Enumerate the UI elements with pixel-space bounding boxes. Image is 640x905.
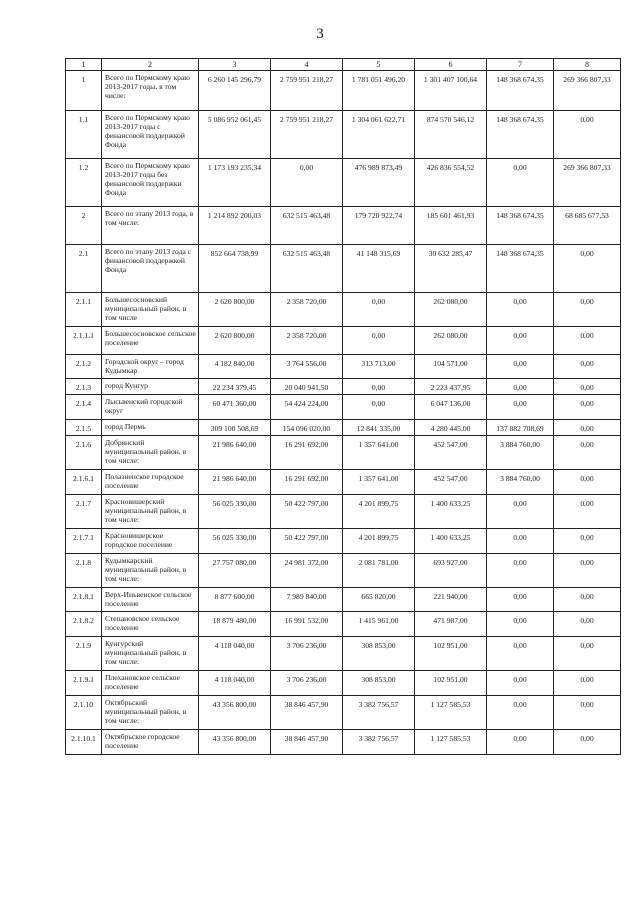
value-cell: 0,00 bbox=[554, 612, 621, 637]
value-cell: 0,00 bbox=[487, 612, 554, 637]
row-name: Всего по этапу 2013 года с финансовой поддержкой Фонда bbox=[102, 245, 199, 293]
table-row bbox=[66, 355, 621, 379]
row-number: 2.1.3 bbox=[66, 379, 102, 395]
row-number: 2 bbox=[66, 207, 102, 245]
table-row bbox=[66, 696, 621, 730]
table-row bbox=[66, 730, 621, 755]
table-row bbox=[66, 71, 621, 111]
row-name: Кудымкарский муниципальный район, в том числе: bbox=[102, 554, 199, 588]
value-cell: 1 781 051 496,20 bbox=[343, 71, 415, 111]
value-cell: 0,00 bbox=[343, 379, 415, 395]
value-cell: 0,00 bbox=[487, 588, 554, 612]
row-name: Верх-Иньвенское сельское поселение bbox=[102, 588, 199, 612]
row-name: Всего по Пермскому краю 2013-2017 годы, в том числе: bbox=[102, 71, 199, 111]
value-cell: 20 040 941,50 bbox=[271, 379, 343, 395]
value-cell: 50 422 797,00 bbox=[271, 529, 343, 554]
value-cell: 476 989 873,49 bbox=[343, 159, 415, 207]
value-cell: 3 706 236,00 bbox=[271, 671, 343, 696]
row-name: Всего по Пермскому краю 2013-2017 годы с финансовой поддержкой Фонда bbox=[102, 111, 199, 159]
table-header-row bbox=[66, 59, 621, 71]
value-cell: 632 515 463,48 bbox=[271, 245, 343, 293]
value-cell: 221 940,00 bbox=[415, 588, 487, 612]
value-cell: 0,00 bbox=[554, 529, 621, 554]
table-row bbox=[66, 395, 621, 420]
value-cell: 269 366 807,33 bbox=[554, 159, 621, 207]
value-cell: 5 086 952 061,45 bbox=[199, 111, 271, 159]
row-name: город Пермь bbox=[102, 420, 199, 436]
table-row bbox=[66, 529, 621, 554]
value-cell: 154 096 020,00 bbox=[271, 420, 343, 436]
row-name: Полазненское городское поселение bbox=[102, 470, 199, 495]
value-cell: 12 841 335,00 bbox=[343, 420, 415, 436]
value-cell: 2 620 800,00 bbox=[199, 293, 271, 327]
value-cell: 0,00 bbox=[554, 293, 621, 327]
value-cell: 6 260 145 296,79 bbox=[199, 71, 271, 111]
row-number: 2.1.8.2 bbox=[66, 612, 102, 637]
column-header: 7 bbox=[487, 59, 554, 71]
value-cell: 2 358 720,00 bbox=[271, 327, 343, 355]
value-cell: 262 080,00 bbox=[415, 327, 487, 355]
value-cell: 16 291 692,00 bbox=[271, 436, 343, 470]
row-name: Октябрьское городское поселение bbox=[102, 730, 199, 755]
row-number: 2.1.6.1 bbox=[66, 470, 102, 495]
value-cell: 1 400 633,25 bbox=[415, 495, 487, 529]
value-cell: 22 234 379,45 bbox=[199, 379, 271, 395]
value-cell: 269 366 807,33 bbox=[554, 71, 621, 111]
value-cell: 3 884 760,00 bbox=[487, 470, 554, 495]
value-cell: 0,00 bbox=[487, 696, 554, 730]
value-cell: 30 632 285,47 bbox=[415, 245, 487, 293]
value-cell: 0,00 bbox=[554, 588, 621, 612]
value-cell: 18 879 480,00 bbox=[199, 612, 271, 637]
row-number: 2.1.8.1 bbox=[66, 588, 102, 612]
value-cell: 41 148 315,69 bbox=[343, 245, 415, 293]
table-row bbox=[66, 588, 621, 612]
value-cell: 102 951,00 bbox=[415, 671, 487, 696]
table-row bbox=[66, 470, 621, 495]
value-cell: 0,00 bbox=[554, 379, 621, 395]
value-cell: 1 400 633,25 bbox=[415, 529, 487, 554]
table-row bbox=[66, 612, 621, 637]
column-header: 4 bbox=[271, 59, 343, 71]
row-name: город Кунгур bbox=[102, 379, 199, 395]
value-cell: 693 927,00 bbox=[415, 554, 487, 588]
row-number: 2.1.10 bbox=[66, 696, 102, 730]
value-cell: 4 182 840,00 bbox=[199, 355, 271, 379]
value-cell: 56 025 330,00 bbox=[199, 495, 271, 529]
value-cell: 0,00 bbox=[554, 327, 621, 355]
row-name: Большесосновский муниципальный район, в том числе bbox=[102, 293, 199, 327]
value-cell: 874 570 546,12 bbox=[415, 111, 487, 159]
value-cell: 0,00 bbox=[343, 327, 415, 355]
value-cell: 102 951,00 bbox=[415, 637, 487, 671]
value-cell: 1 301 407 100,64 bbox=[415, 71, 487, 111]
value-cell: 0,00 bbox=[554, 420, 621, 436]
value-cell: 0,00 bbox=[554, 730, 621, 755]
value-cell: 16 291 692,00 bbox=[271, 470, 343, 495]
row-number: 2.1.1.1 bbox=[66, 327, 102, 355]
row-number: 2.1.1 bbox=[66, 293, 102, 327]
value-cell: 309 100 508,69 bbox=[199, 420, 271, 436]
table-row bbox=[66, 436, 621, 470]
table-row bbox=[66, 637, 621, 671]
value-cell: 0,00 bbox=[271, 159, 343, 207]
value-cell: 21 986 640,00 bbox=[199, 436, 271, 470]
value-cell: 262 080,00 bbox=[415, 293, 487, 327]
value-cell: 0,00 bbox=[343, 395, 415, 420]
value-cell: 4 201 899,75 bbox=[343, 529, 415, 554]
value-cell: 0,00 bbox=[554, 111, 621, 159]
value-cell: 8 877 600,00 bbox=[199, 588, 271, 612]
row-name: Лысьвенский городской округ bbox=[102, 395, 199, 420]
value-cell: 4 118 040,00 bbox=[199, 637, 271, 671]
value-cell: 7 989 840,00 bbox=[271, 588, 343, 612]
column-header: 5 bbox=[343, 59, 415, 71]
value-cell: 6 047 136,00 bbox=[415, 395, 487, 420]
budget-table bbox=[65, 58, 621, 755]
row-number: 2.1.8 bbox=[66, 554, 102, 588]
value-cell: 0,00 bbox=[487, 355, 554, 379]
table-row bbox=[66, 420, 621, 436]
row-number: 2.1.2 bbox=[66, 355, 102, 379]
row-number: 2.1.7 bbox=[66, 495, 102, 529]
row-name: Октябрьский муниципальный район, в том числе: bbox=[102, 696, 199, 730]
value-cell: 2 081 781,00 bbox=[343, 554, 415, 588]
row-name: Добрянский муниципальный район, в том числе: bbox=[102, 436, 199, 470]
value-cell: 665 820,00 bbox=[343, 588, 415, 612]
value-cell: 0,00 bbox=[487, 554, 554, 588]
row-number: 2.1 bbox=[66, 245, 102, 293]
value-cell: 1 415 961,00 bbox=[343, 612, 415, 637]
value-cell: 3 382 756,57 bbox=[343, 730, 415, 755]
value-cell: 452 547,00 bbox=[415, 436, 487, 470]
value-cell: 0,00 bbox=[487, 730, 554, 755]
column-header: 6 bbox=[415, 59, 487, 71]
table-row bbox=[66, 111, 621, 159]
table-row bbox=[66, 207, 621, 245]
value-cell: 148 368 674,35 bbox=[487, 207, 554, 245]
value-cell: 27 757 080,00 bbox=[199, 554, 271, 588]
value-cell: 4 118 040,00 bbox=[199, 671, 271, 696]
value-cell: 43 356 800,00 bbox=[199, 696, 271, 730]
value-cell: 0,00 bbox=[554, 245, 621, 293]
value-cell: 24 981 372,00 bbox=[271, 554, 343, 588]
value-cell: 68 685 677,53 bbox=[554, 207, 621, 245]
value-cell: 4 201 899,75 bbox=[343, 495, 415, 529]
value-cell: 1 357 641,00 bbox=[343, 470, 415, 495]
table-row bbox=[66, 159, 621, 207]
value-cell: 1 214 892 200,03 bbox=[199, 207, 271, 245]
value-cell: 2 358 720,00 bbox=[271, 293, 343, 327]
row-name: Красновишерский муниципальный район, в том числе: bbox=[102, 495, 199, 529]
table-row bbox=[66, 245, 621, 293]
value-cell: 2 223 437,95 bbox=[415, 379, 487, 395]
table-row bbox=[66, 379, 621, 395]
value-cell: 0,00 bbox=[554, 637, 621, 671]
value-cell: 2 620 800,00 bbox=[199, 327, 271, 355]
column-header: 8 bbox=[554, 59, 621, 71]
table-row bbox=[66, 495, 621, 529]
row-number: 1.1 bbox=[66, 111, 102, 159]
value-cell: 471 987,00 bbox=[415, 612, 487, 637]
value-cell: 426 836 554,52 bbox=[415, 159, 487, 207]
value-cell: 0,00 bbox=[554, 554, 621, 588]
row-name: Плехановское сельское поселение bbox=[102, 671, 199, 696]
value-cell: 1 127 585,53 bbox=[415, 730, 487, 755]
value-cell: 43 356 800,00 bbox=[199, 730, 271, 755]
value-cell: 0,00 bbox=[343, 293, 415, 327]
column-header: 3 bbox=[199, 59, 271, 71]
value-cell: 185 601 461,93 bbox=[415, 207, 487, 245]
table-row bbox=[66, 327, 621, 355]
value-cell: 104 571,00 bbox=[415, 355, 487, 379]
table-row bbox=[66, 554, 621, 588]
value-cell: 148 368 674,35 bbox=[487, 245, 554, 293]
value-cell: 0,00 bbox=[487, 159, 554, 207]
row-number: 2.1.7.1 bbox=[66, 529, 102, 554]
value-cell: 0,00 bbox=[487, 495, 554, 529]
table-row bbox=[66, 671, 621, 696]
value-cell: 0,00 bbox=[487, 529, 554, 554]
value-cell: 308 853,00 bbox=[343, 671, 415, 696]
row-name: Степановское сельское поселение bbox=[102, 612, 199, 637]
value-cell: 0,00 bbox=[554, 436, 621, 470]
row-name: Кунгурский муниципальный район, в том числе: bbox=[102, 637, 199, 671]
row-number: 2.1.10.1 bbox=[66, 730, 102, 755]
value-cell: 0,00 bbox=[487, 293, 554, 327]
value-cell: 0,00 bbox=[554, 395, 621, 420]
value-cell: 1 304 061 622,71 bbox=[343, 111, 415, 159]
value-cell: 1 357 641,00 bbox=[343, 436, 415, 470]
row-name: Всего по Пермскому краю 2013-2017 годы без финансовой поддержки Фонда bbox=[102, 159, 199, 207]
value-cell: 852 664 738,99 bbox=[199, 245, 271, 293]
value-cell: 0,00 bbox=[554, 470, 621, 495]
row-number: 1.2 bbox=[66, 159, 102, 207]
value-cell: 632 515 463,48 bbox=[271, 207, 343, 245]
value-cell: 0,00 bbox=[487, 637, 554, 671]
column-header: 1 bbox=[66, 59, 102, 71]
row-name: Красновишерское городское поселение bbox=[102, 529, 199, 554]
row-name: Городской округ – город Кудымкар bbox=[102, 355, 199, 379]
value-cell: 50 422 797,00 bbox=[271, 495, 343, 529]
value-cell: 56 025 330,00 bbox=[199, 529, 271, 554]
value-cell: 137 882 708,69 bbox=[487, 420, 554, 436]
value-cell: 3 884 760,00 bbox=[487, 436, 554, 470]
row-name: Большесосновское сельское поселение bbox=[102, 327, 199, 355]
value-cell: 308 853,00 bbox=[343, 637, 415, 671]
row-number: 2.1.9 bbox=[66, 637, 102, 671]
value-cell: 4 280 445,00 bbox=[415, 420, 487, 436]
row-number: 2.1.6 bbox=[66, 436, 102, 470]
value-cell: 0,00 bbox=[554, 696, 621, 730]
value-cell: 3 764 556,00 bbox=[271, 355, 343, 379]
table-row bbox=[66, 293, 621, 327]
value-cell: 148 368 674,35 bbox=[487, 111, 554, 159]
value-cell: 0,00 bbox=[487, 327, 554, 355]
value-cell: 0,00 bbox=[487, 395, 554, 420]
row-number: 2.1.5 bbox=[66, 420, 102, 436]
value-cell: 0,00 bbox=[487, 379, 554, 395]
value-cell: 1 127 585,53 bbox=[415, 696, 487, 730]
value-cell: 21 986 640,00 bbox=[199, 470, 271, 495]
value-cell: 1 173 193 235,34 bbox=[199, 159, 271, 207]
value-cell: 60 471 360,00 bbox=[199, 395, 271, 420]
row-name: Всего по этапу 2013 года, в том числе: bbox=[102, 207, 199, 245]
value-cell: 452 547,00 bbox=[415, 470, 487, 495]
value-cell: 0,00 bbox=[554, 495, 621, 529]
column-header: 2 bbox=[102, 59, 199, 71]
page-number: 3 bbox=[316, 26, 324, 42]
value-cell: 0,00 bbox=[554, 355, 621, 379]
value-cell: 2 759 951 218,27 bbox=[271, 111, 343, 159]
value-cell: 0,00 bbox=[554, 671, 621, 696]
row-number: 2.1.9.1 bbox=[66, 671, 102, 696]
value-cell: 38 846 457,90 bbox=[271, 696, 343, 730]
value-cell: 3 382 756,57 bbox=[343, 696, 415, 730]
value-cell: 179 720 922,74 bbox=[343, 207, 415, 245]
value-cell: 313 713,00 bbox=[343, 355, 415, 379]
value-cell: 3 706 236,00 bbox=[271, 637, 343, 671]
value-cell: 148 368 674,35 bbox=[487, 71, 554, 111]
value-cell: 2 759 951 218,27 bbox=[271, 71, 343, 111]
row-number: 2.1.4 bbox=[66, 395, 102, 420]
value-cell: 54 424 224,00 bbox=[271, 395, 343, 420]
value-cell: 38 846 457,90 bbox=[271, 730, 343, 755]
row-number: 1 bbox=[66, 71, 102, 111]
value-cell: 16 991 532,00 bbox=[271, 612, 343, 637]
value-cell: 0,00 bbox=[487, 671, 554, 696]
